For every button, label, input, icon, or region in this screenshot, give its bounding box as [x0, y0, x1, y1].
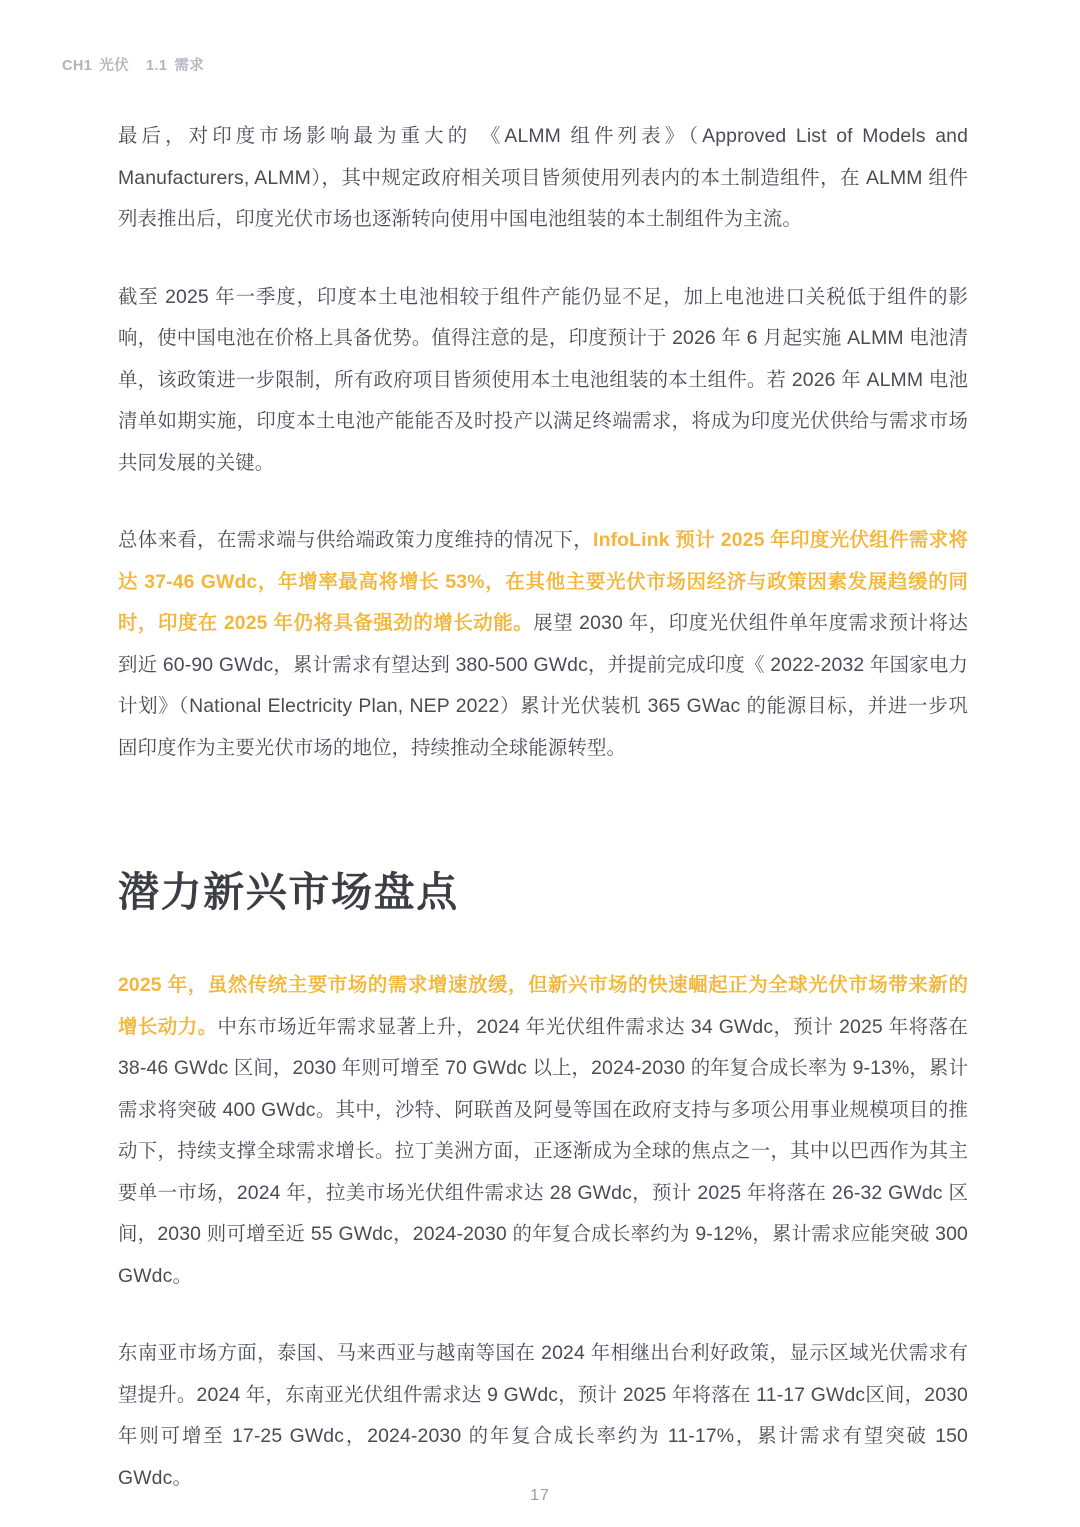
running-header-chapter: CH1 — [62, 58, 93, 74]
running-header-chapter-title: 光伏 — [99, 58, 130, 74]
paragraph-emerging-markets-tail: 中东市场近年需求显著上升，2024 年光伏组件需求达 34 GWdc，预计 2025 年将落在 38-46 GWdc 区间，2030 年则可增至 70 GWdc 以上，2024-2030 的年复合成长率为 9-13%，累计需求将突破 400 GWdc。其中，沙特、阿联酋及阿曼等国在政府支持与多项公用事业规模项目的推动下，持续支撑全球需求增长。拉丁美洲方面，正逐渐成为全球的焦点之一，其中以巴西作为其主要单一市场，2024 年，拉美市场光伏组件需求达 28 GWdc，预计 2025 年将落在 26-32 GWdc 区间，2030 则可增至近 55 GWdc，2024-2030 的年复合成长率约为 9-12%，累计需求应能突破 300 GWdc。 — [118, 1015, 968, 1287]
main-text-column — [118, 116, 968, 1499]
running-header — [62, 58, 204, 75]
running-header-section-number: 1.1 — [146, 58, 168, 74]
heading-top-spacer — [118, 805, 968, 867]
paragraph-india-forecast-tail: 展望 2030 年，印度光伏组件单年度需求预计将达到近 60-90 GWdc，累计需求有望达到 380-500 GWdc，并提前完成印度《 2022-2032 年国家电力计划》（National Electricity Plan, NEP 2022）累计光伏装机 365 GWac 的能源目标，并进一步巩固印度作为主要光伏市场的地位，持续推动全球能源转型。 — [118, 612, 968, 759]
page-number: 17 — [530, 1487, 550, 1504]
paragraph-almm-intro: 最后，对印度市场影响最为重大的 《ALMM 组件列表》（Approved List of Models and Manufacturers, ALMM），其中规定政府相关项目皆须使用列表内的本土制造组件，在 ALMM 组件列表推出后，印度光伏市场也逐渐转向使用中国电池组装的本土制组件为主流。 — [118, 125, 968, 230]
paragraph-emerging-markets — [118, 965, 968, 1297]
heading-bottom-spacer — [118, 918, 968, 965]
paragraph-india-cell-capacity: 截至 2025 年一季度，印度本土电池相较于组件产能仍显不足，加上电池进口关税低于组件的影响，使中国电池在价格上具备优势。值得注意的是，印度预计于 2026 年 6 月起实施 ALMM 电池清单，该政策进一步限制，所有政府项目皆须使用本土电池组装的本土组件。若 2026 年 ALMM 电池清单如期实施，印度本土电池产能能否及时投产以满足终端需求，将成为印度光伏供给与需求市场共同发展的关键。 — [118, 285, 968, 474]
paragraph-india-forecast-highlight: InfoLink 预计 2025 年印度光伏组件需求将达 37-46 GWdc，年增率最高将增长 53%，在其他主要光伏市场因经济与政策因素发展趋缓的同时，印度在 2025 年仍将具备强劲的增长动能。 — [118, 529, 968, 634]
paragraph-india-forecast-lead: 总体来看，在需求端与供给端政策力度维持的情况下， — [118, 529, 594, 551]
running-header-section-title: 需求 — [174, 58, 205, 74]
paragraph-india-forecast — [118, 520, 968, 769]
paragraph-emerging-markets-highlight: 2025 年，虽然传统主要市场的需求增速放缓，但新兴市场的快速崛起正为全球光伏市场带来新的增长动力。 — [118, 974, 968, 1038]
paragraph-southeast-asia: 东南亚市场方面，泰国、马来西亚与越南等国在 2024 年相继出台利好政策，显示区域光伏需求有望提升。2024 年，东南亚光伏组件需求达 9 GWdc，预计 2025 年将落在 11-17 GWdc区间，2030 年则可增至 17-25 GWdc，2024-2030 的年复合成长率约为 11-17%，累计需求有望突破 150 GWdc。 — [118, 1342, 968, 1489]
page-section-heading: 潜力新兴市场盘点 — [118, 869, 459, 915]
